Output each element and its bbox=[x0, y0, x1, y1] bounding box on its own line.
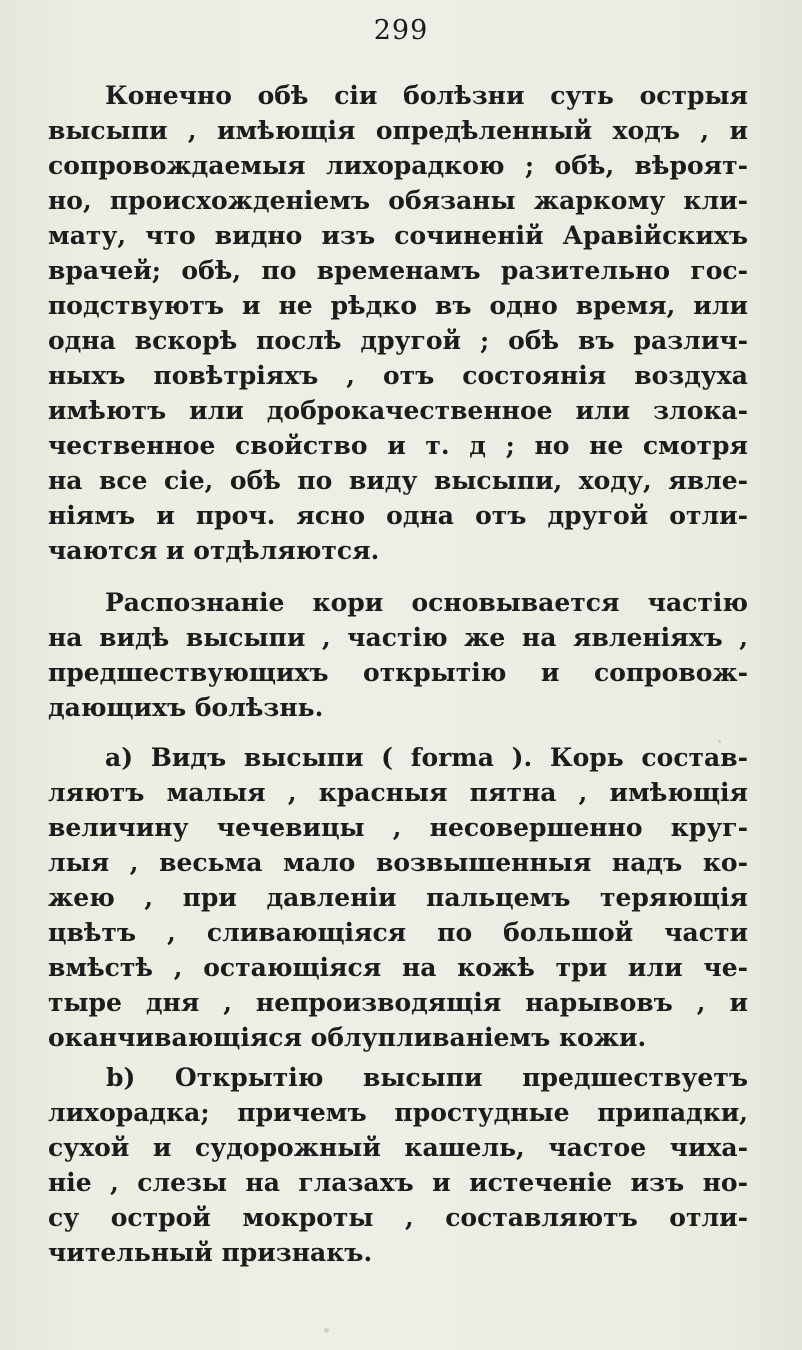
text-line: Конечно обѣ сіи болѣзни суть острыя bbox=[105, 81, 748, 110]
text-line: су острой мокроты , составляютъ отли- bbox=[48, 1203, 748, 1232]
paper-speck bbox=[324, 1328, 329, 1333]
text-line: Распознаніе кори основывается частію bbox=[105, 588, 748, 617]
text-line: предшествующихъ открытію и сопровож- bbox=[48, 658, 748, 687]
text-line: ныхъ повѣтріяхъ , отъ состоянія воздуха bbox=[48, 361, 748, 390]
text-line: b) Открытію высыпи предшествуетъ bbox=[106, 1063, 748, 1092]
text-line: лыя , весьма мало возвышенныя надъ ко- bbox=[48, 848, 748, 877]
text-line: подствуютъ и не рѣдко въ одно время, или bbox=[48, 291, 748, 320]
text-line: чаются и отдѣляются. bbox=[48, 536, 380, 565]
text-line: высыпи , имѣющія опредѣленный ходъ , и bbox=[48, 116, 748, 145]
text-line: а) Видъ высыпи ( forma ). Корь состав- bbox=[105, 743, 748, 772]
page-number: 299 bbox=[373, 15, 429, 46]
text-line: жею , при давленіи пальцемъ теряющія bbox=[48, 883, 748, 912]
text-line: тыре дня , непроизводящія нарывовъ , и bbox=[48, 988, 748, 1017]
text-line: на видѣ высыпи , частію же на явленіяхъ , bbox=[48, 623, 748, 652]
text-line: вмѣстѣ , остающіяся на кожѣ три или че- bbox=[48, 953, 748, 982]
text-line: ніе , слезы на глазахъ и истеченіе изъ но- bbox=[48, 1168, 748, 1197]
text-line: величину чечевицы , несовершенно круг- bbox=[48, 813, 748, 842]
text-line: дающихъ болѣзнь. bbox=[48, 693, 324, 722]
text-line: ляютъ малыя , красныя пятна , имѣющія bbox=[48, 778, 748, 807]
text-line: лихорадка; причемъ простудные припадки, bbox=[48, 1098, 748, 1127]
text-line: цвѣтъ , сливающіяся по большой части bbox=[48, 918, 748, 947]
paper-speck bbox=[718, 740, 721, 743]
text-line: ніямъ и проч. ясно одна отъ другой отли- bbox=[48, 501, 748, 530]
text-line: имѣютъ или доброкачественное или злока- bbox=[48, 396, 748, 425]
text-line: чественное свойство и т. д ; но не смотря bbox=[48, 431, 748, 460]
text-line: чительный признакъ. bbox=[48, 1238, 373, 1267]
text-line: мату, что видно изъ сочиненій Аравійскихъ bbox=[48, 221, 748, 250]
text-line: на все сіе, обѣ по виду высыпи, ходу, явле- bbox=[48, 466, 748, 495]
text-line: сопровождаемыя лихорадкою ; обѣ, вѣроят- bbox=[48, 151, 748, 180]
text-line: оканчивающіяся облупливаніемъ кожи. bbox=[48, 1023, 647, 1052]
text-line: врачей; обѣ, по временамъ разительно гос- bbox=[48, 256, 748, 285]
text-line: одна вскорѣ послѣ другой ; обѣ въ различ- bbox=[48, 326, 748, 355]
text-line: сухой и судорожный кашель, частое чиха- bbox=[48, 1133, 748, 1162]
text-line: но, происхожденіемъ обязаны жаркому кли- bbox=[48, 186, 748, 215]
